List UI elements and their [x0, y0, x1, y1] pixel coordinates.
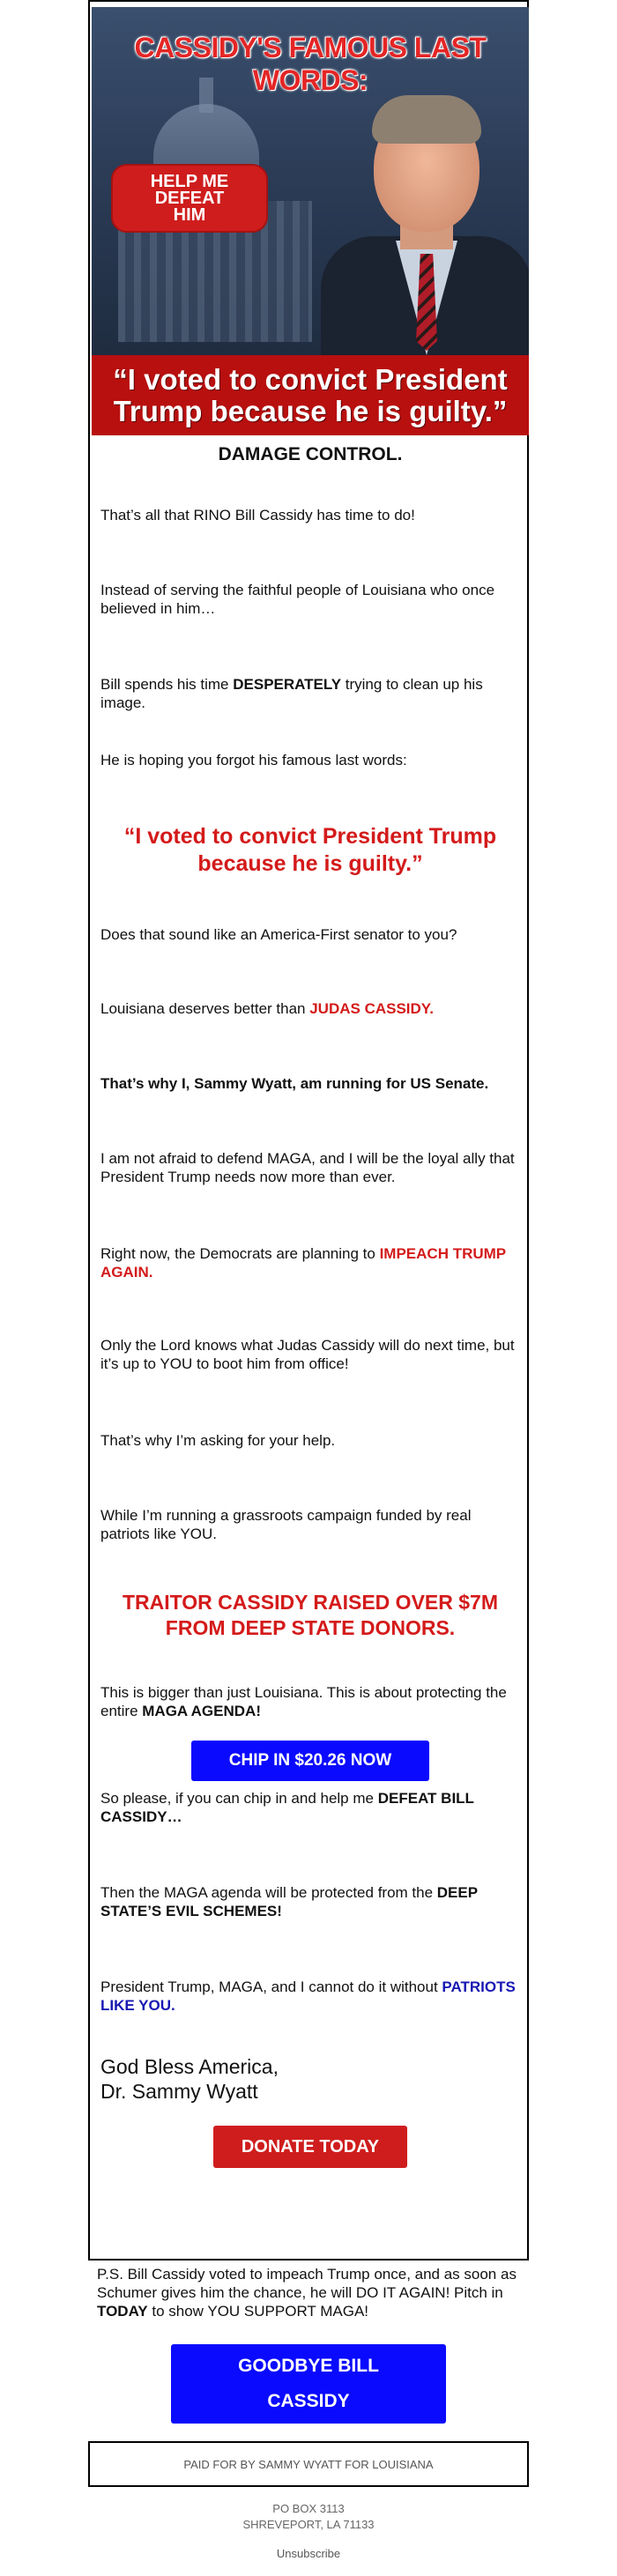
text: Louisiana deserves better than: [100, 1000, 310, 1017]
damage-control-heading: DAMAGE CONTROL.: [218, 444, 403, 464]
text: Bill spends his time: [100, 676, 234, 693]
goodbye-bill-cassidy-button[interactable]: GOODBYE BILL CASSIDY: [171, 2344, 446, 2424]
patriots-link[interactable]: PATRIOTS LIKE YOU.: [100, 1978, 516, 2014]
postscript: [97, 2265, 520, 2320]
emphasis-text: TODAY: [97, 2303, 148, 2320]
paragraph-chip-in: [100, 1789, 520, 1826]
hero-image[interactable]: [92, 7, 529, 355]
mailing-address: [88, 2501, 529, 2533]
signoff-line: God Bless America,: [100, 2055, 279, 2078]
text: to show YOU SUPPORT MAGA!: [147, 2303, 369, 2320]
donate-today-button[interactable]: DONATE TODAY: [213, 2126, 407, 2168]
paragraph-lord-knows: Only the Lord knows what Judas Cassidy will do next time, but it’s up to YOU to boot him from office!: [100, 1337, 515, 1372]
text: P.S. Bill Cassidy voted to impeach Trump once, and as soon as Schumer gives him the chance, he will DO IT AGAIN! Pitch in: [97, 2266, 517, 2301]
hero-quote-banner: “I voted to convict President Trump because he is guilty.”: [92, 355, 529, 435]
paid-for-disclaimer: PAID FOR BY SAMMY WYATT FOR LOUISIANA: [88, 2441, 529, 2487]
paragraph-defend-maga: I am not afraid to defend MAGA, and I will be the loyal ally that President Trump needs now more than ever.: [100, 1150, 515, 1185]
chip-in-button[interactable]: CHIP IN $20.26 NOW: [191, 1741, 429, 1781]
text: trying to clean up his image.: [100, 676, 483, 711]
emphasis-text: MAGA AGENDA!: [142, 1703, 261, 1719]
text: This is bigger than just Louisiana. This is about protecting the entire: [100, 1684, 507, 1719]
convict-quote: “I voted to convict President Trump because he is guilty.”: [123, 824, 497, 876]
paragraph-hoping: He is hoping you forgot his famous last words:: [100, 752, 407, 768]
text: So please, if you can chip in and help me: [100, 1790, 378, 1807]
emphasis-text: IMPEACH TRUMP AGAIN.: [100, 1245, 506, 1281]
paragraph-impeach: [100, 1244, 520, 1281]
candidate-photo: [312, 86, 529, 355]
text: Then the MAGA agenda will be protected from the: [100, 1884, 437, 1901]
paragraph-patriots: [100, 1978, 520, 2015]
paragraph-desperately: [100, 675, 520, 712]
raised-7m-headline: TRAITOR CASSIDY RAISED OVER $7M FROM DEEP STATE DONORS.: [122, 1591, 498, 1639]
text: Right now, the Democrats are planning to: [100, 1245, 380, 1262]
emphasis-text: JUDAS CASSIDY.: [309, 1000, 434, 1017]
paragraph-rino: That’s all that RINO Bill Cassidy has time to do!: [100, 507, 415, 523]
signature-name: Dr. Sammy Wyatt: [100, 2080, 258, 2103]
email-frame: [88, 0, 529, 2260]
address-line-2: SHREVEPORT, LA 71133: [242, 2518, 375, 2531]
emphasis-text: DEFEAT BILL CASSIDY…: [100, 1790, 474, 1825]
paragraph-bigger: [100, 1683, 520, 1720]
address-line-1: PO BOX 3113: [272, 2502, 345, 2515]
emphasis-text: DESPERATELY: [233, 676, 342, 693]
paragraph-running: That’s why I, Sammy Wyatt, am running for US Senate.: [100, 1075, 489, 1092]
paragraph-america-first: Does that sound like an America-First senator to you?: [100, 926, 457, 943]
paragraph-grassroots: While I’m running a grassroots campaign funded by real patriots like YOU.: [100, 1507, 472, 1542]
hero-title: CASSIDY'S FAMOUS LAST WORDS:: [134, 32, 487, 96]
paragraph-asking-help: That’s why I’m asking for your help.: [100, 1432, 336, 1449]
paragraph-deep-state: [100, 1883, 520, 1920]
paragraph-judas: [100, 999, 520, 1018]
text: President Trump, MAGA, and I cannot do it without: [100, 1978, 442, 1995]
unsubscribe-link[interactable]: Unsubscribe: [276, 2547, 341, 2560]
paragraph-serving: Instead of serving the faithful people of Louisiana who once believed in him…: [100, 582, 495, 617]
emphasis-text: DEEP STATE’S EVIL SCHEMES!: [100, 1884, 478, 1919]
help-defeat-badge[interactable]: HELP ME DEFEAT HIM: [111, 164, 268, 233]
